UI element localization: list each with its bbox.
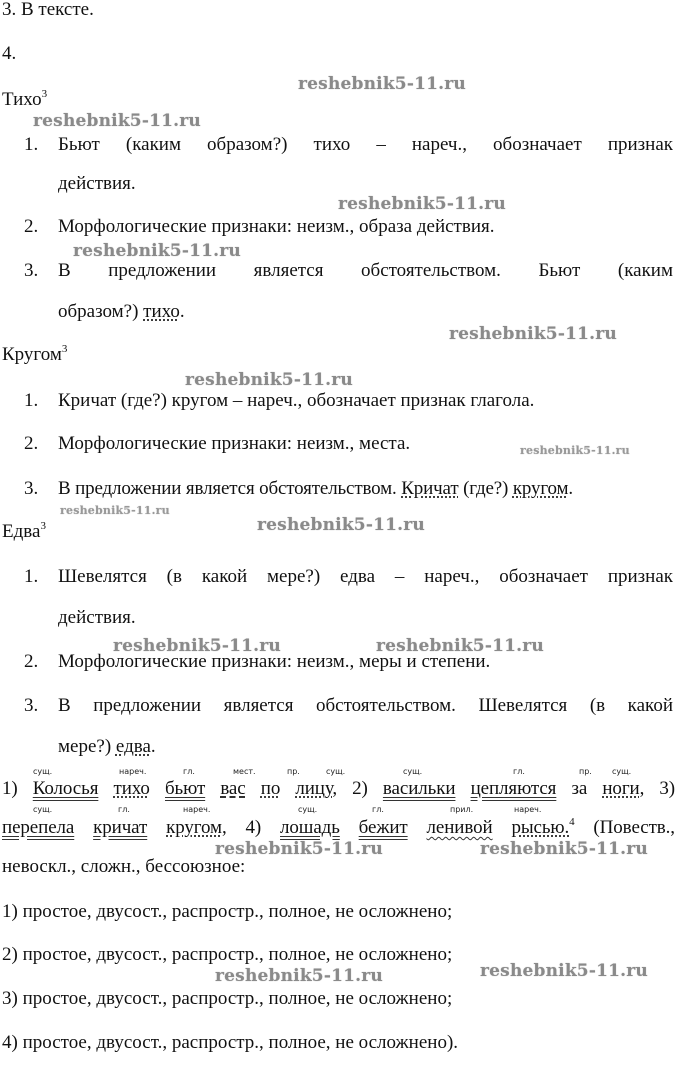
list-number: 1. <box>24 566 39 587</box>
pos-annotation: гл. <box>183 767 195 776</box>
list-number: 3. <box>24 478 39 499</box>
pos-annotation: мест. <box>233 767 256 776</box>
list-item-text: В предложении является обстоятельством. Шевелятся (в какой <box>58 695 673 716</box>
subject-word: перепела <box>2 817 75 838</box>
watermark: reshebnik5-11.ru <box>215 966 383 986</box>
watermark: reshebnik5-11.ru <box>185 370 353 390</box>
list-item-text <box>58 302 673 321</box>
text-fragment: В предложении является обстоятельством. <box>58 478 402 499</box>
watermark: reshebnik5-11.ru <box>60 504 170 517</box>
text-fragment: (Повеств., <box>574 817 675 838</box>
clause-line: 1) простое, двусост., распростр., полное, не осложнено; <box>2 901 453 922</box>
predicate-word: бежит <box>358 817 408 838</box>
underlined-word: Кричат <box>401 478 459 499</box>
superscript: 4 <box>569 816 575 828</box>
watermark: reshebnik5-11.ru <box>113 636 281 656</box>
pos-annotation: пр. <box>579 767 592 776</box>
pos-annotation: прил. <box>450 805 474 814</box>
text-fragment: (где?) <box>458 478 513 499</box>
heading-sup: 3 <box>61 343 68 355</box>
pos-annotation: пр. <box>287 767 300 776</box>
heading-sup: 3 <box>40 520 46 532</box>
pos-annotation: нареч. <box>183 805 211 814</box>
heading-word: Кругом <box>2 344 62 365</box>
list-item-text: Шевелятся (в какой мере?) едва – нареч., обозначает признак <box>58 566 673 587</box>
list-item-text: Кричат (где?) кругом – нареч., обозначает признак глагола. <box>58 390 535 411</box>
subject-word: Колосья <box>32 778 99 799</box>
watermark: reshebnik5-11.ru <box>338 194 506 214</box>
underlined-word: кругом <box>512 478 569 499</box>
text-fragment: , 4) <box>221 817 281 838</box>
list-item-text: действия. <box>58 607 136 628</box>
subject-word: васильки <box>382 778 456 799</box>
adverbial-word: ноги <box>602 778 640 799</box>
text-fragment: . <box>568 478 574 499</box>
watermark: reshebnik5-11.ru <box>215 839 383 859</box>
text-fragment: мере?) <box>58 736 116 757</box>
text-line-4: 4. <box>2 43 17 64</box>
adverbial-word: кругом <box>166 817 222 838</box>
clause-line: 3) простое, двусост., распростр., полное, не осложнено; <box>2 988 453 1009</box>
list-number: 1. <box>24 390 39 411</box>
heading-word: Тихо <box>2 89 42 110</box>
pos-annotation: сущ. <box>33 767 53 776</box>
analysis-line-3: невоскл., сложн., бессоюзное: <box>2 856 246 877</box>
text-fragment: , 2) <box>332 778 383 799</box>
clause-line: 2) простое, двусост., распростр., полное, не осложнено; <box>2 944 453 965</box>
text-fragment: 1) <box>2 778 33 799</box>
adverbial-word: рысью. <box>511 817 570 838</box>
pos-annotation: сущ. <box>612 767 632 776</box>
predicate-word: цепляются <box>470 778 557 799</box>
list-number: 3. <box>24 260 39 281</box>
object-word: вас <box>220 778 246 799</box>
clause-line: 4) простое, двусост., распростр., полное, не осложнено). <box>2 1032 459 1053</box>
pos-annotation: сущ. <box>403 767 423 776</box>
adverbial-word: по <box>260 778 281 799</box>
watermark: reshebnik5-11.ru <box>480 839 648 859</box>
watermark: reshebnik5-11.ru <box>449 324 617 344</box>
section-heading-edva <box>2 522 46 541</box>
list-item-text: Морфологические признаки: неизм., образа действия. <box>58 216 495 237</box>
predicate-word: бьют <box>164 778 206 799</box>
watermark: reshebnik5-11.ru <box>298 74 466 94</box>
pos-annotation: гл. <box>513 767 525 776</box>
watermark: reshebnik5-11.ru <box>376 636 544 656</box>
predicate-word: кричат <box>93 817 148 838</box>
list-item-text <box>58 479 673 498</box>
heading-sup: 3 <box>41 88 48 100</box>
text-fragment: , 3) <box>639 778 676 799</box>
analysis-line-2 <box>2 818 675 837</box>
list-item-text: действия. <box>58 173 136 194</box>
list-number: 1. <box>24 134 39 155</box>
pos-annotation: гл. <box>118 805 130 814</box>
watermark: reshebnik5-11.ru <box>480 961 648 981</box>
text-fragment: . <box>179 301 185 322</box>
list-number: 2. <box>24 216 39 237</box>
attribute-word: ленивой <box>426 817 493 838</box>
list-item-text: Морфологические признаки: неизм., места. <box>58 433 411 454</box>
pos-annotation: сущ. <box>298 805 318 814</box>
adverbial-word: тихо <box>113 778 150 799</box>
pos-annotation: сущ. <box>326 767 346 776</box>
list-number: 2. <box>24 651 39 672</box>
watermark: reshebnik5-11.ru <box>73 241 241 261</box>
watermark: reshebnik5-11.ru <box>257 515 425 535</box>
text-fragment: . <box>150 736 156 757</box>
adverbial-word: лицу <box>295 778 333 799</box>
list-item-text: В предложении является обстоятельством. Бьют (каким <box>58 260 673 281</box>
text-fragment: образом?) <box>58 301 144 322</box>
text-fragment: за <box>571 778 588 799</box>
analysis-line-1 <box>2 779 675 798</box>
underlined-word: едва <box>115 736 151 757</box>
section-heading-krugom <box>2 345 67 364</box>
list-item-text: Бьют (каким образом?) тихо – нареч., обозначает признак <box>58 134 673 155</box>
pos-annotation: сущ. <box>33 805 53 814</box>
pos-annotation: гл. <box>372 805 384 814</box>
watermark: reshebnik5-11.ru <box>520 444 630 457</box>
list-item-text: Морфологические признаки: неизм., меры и степени. <box>58 651 491 672</box>
pos-annotation: нареч. <box>119 767 147 776</box>
list-number: 2. <box>24 433 39 454</box>
underlined-word: тихо <box>143 301 180 322</box>
text-line-3: 3. В тексте. <box>2 0 94 20</box>
pos-annotation: нареч. <box>514 805 542 814</box>
watermark: reshebnik5-11.ru <box>33 111 201 131</box>
list-item-text <box>58 737 673 756</box>
list-number: 3. <box>24 695 39 716</box>
subject-word: лошадь <box>280 817 340 838</box>
heading-word: Едва <box>2 521 41 542</box>
section-heading-tiho <box>2 90 47 109</box>
